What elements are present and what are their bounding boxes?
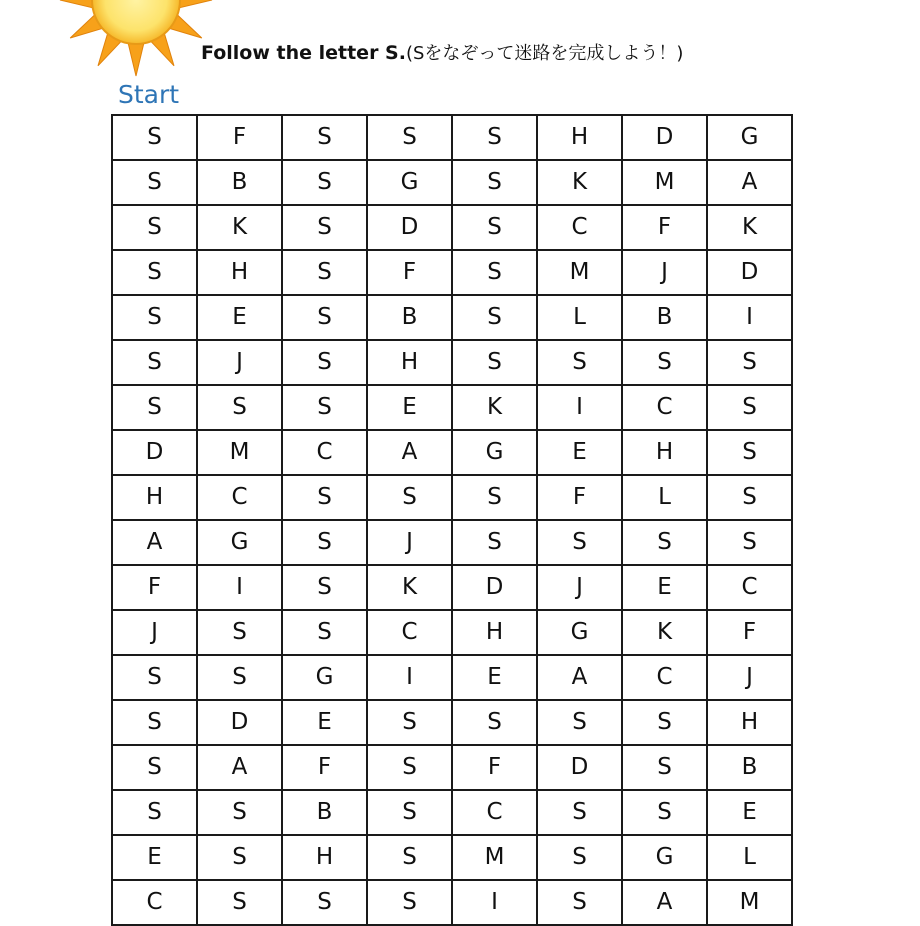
maze-cell[interactable]: G [537,610,622,655]
maze-cell[interactable]: K [367,565,452,610]
maze-cell[interactable]: A [112,520,197,565]
maze-cell[interactable]: D [367,205,452,250]
maze-cell[interactable]: M [707,880,792,925]
maze-cell[interactable]: C [707,565,792,610]
maze-cell[interactable]: S [537,790,622,835]
maze-cell[interactable]: H [707,700,792,745]
maze-cell[interactable]: K [197,205,282,250]
maze-cell[interactable]: S [452,520,537,565]
maze-cell[interactable]: S [112,385,197,430]
maze-cell[interactable]: J [537,565,622,610]
maze-cell[interactable]: S [622,340,707,385]
maze-row [112,160,792,205]
maze-cell[interactable]: K [537,160,622,205]
maze-cell[interactable]: S [112,655,197,700]
maze-cell[interactable]: S [707,475,792,520]
maze-cell[interactable]: C [537,205,622,250]
maze-cell[interactable]: S [112,160,197,205]
maze-cell[interactable]: S [112,700,197,745]
maze-cell[interactable]: E [452,655,537,700]
maze-row [112,520,792,565]
maze-cell[interactable]: D [112,430,197,475]
maze-cell[interactable]: S [452,295,537,340]
maze-cell[interactable]: S [452,340,537,385]
maze-cell[interactable]: S [622,520,707,565]
maze-cell[interactable]: S [367,745,452,790]
maze-cell[interactable]: D [622,115,707,160]
maze-cell[interactable]: B [282,790,367,835]
maze-cell[interactable]: S [452,160,537,205]
maze-cell[interactable]: B [367,295,452,340]
maze-row [112,790,792,835]
sun-illustration [58,0,214,78]
maze-cell[interactable]: S [707,385,792,430]
maze-cell[interactable]: L [707,835,792,880]
instruction-japanese: (Sをなぞって迷路を完成しよう！) [405,43,684,64]
maze-row [112,340,792,385]
maze-row [112,295,792,340]
maze-cell[interactable]: C [367,610,452,655]
maze-cell[interactable]: F [282,745,367,790]
maze-cell[interactable]: A [197,745,282,790]
maze-cell[interactable]: S [197,880,282,925]
maze-row [112,385,792,430]
maze-row [112,115,792,160]
maze-cell[interactable]: B [622,295,707,340]
maze-cell[interactable]: C [622,385,707,430]
maze-cell[interactable]: B [707,745,792,790]
maze-cell[interactable]: E [537,430,622,475]
maze-cell[interactable]: C [452,790,537,835]
maze-cell[interactable]: E [112,835,197,880]
maze-cell[interactable]: S [112,205,197,250]
maze-cell[interactable]: E [707,790,792,835]
maze-cell[interactable]: G [367,160,452,205]
maze-cell[interactable]: M [622,160,707,205]
maze-cell[interactable]: A [537,655,622,700]
maze-cell[interactable]: H [537,115,622,160]
maze-cell[interactable]: H [367,340,452,385]
maze-cell[interactable]: S [282,205,367,250]
maze-cell[interactable]: S [112,250,197,295]
maze-cell[interactable]: C [622,655,707,700]
maze-cell[interactable]: S [112,115,197,160]
maze-row [112,880,792,925]
letter-maze-grid [111,114,793,926]
maze-cell[interactable]: I [537,385,622,430]
maze-cell[interactable]: D [197,700,282,745]
maze-cell[interactable]: S [622,790,707,835]
maze-cell[interactable]: F [622,205,707,250]
maze-cell[interactable]: I [452,880,537,925]
maze-cell[interactable]: S [707,520,792,565]
maze-cell[interactable]: F [452,745,537,790]
maze-cell[interactable]: E [282,700,367,745]
start-label: Start [118,80,180,109]
maze-cell[interactable]: C [197,475,282,520]
maze-cell[interactable]: F [197,115,282,160]
sun-ray [177,0,212,8]
maze-cell[interactable]: H [112,475,197,520]
maze-cell[interactable]: F [367,250,452,295]
maze-cell[interactable]: G [707,115,792,160]
maze-cell[interactable]: S [112,790,197,835]
maze-cell[interactable]: D [707,250,792,295]
maze-cell[interactable]: S [537,340,622,385]
maze-cell[interactable]: S [282,880,367,925]
maze-cell[interactable]: S [537,700,622,745]
maze-cell[interactable]: J [622,250,707,295]
maze-cell[interactable]: M [197,430,282,475]
maze-cell[interactable]: S [197,835,282,880]
maze-cell[interactable]: I [197,565,282,610]
maze-row [112,565,792,610]
maze-row [112,205,792,250]
maze-row [112,835,792,880]
maze-cell[interactable]: S [282,250,367,295]
maze-cell[interactable]: J [707,655,792,700]
maze-cell[interactable]: S [452,700,537,745]
maze-cell[interactable]: D [537,745,622,790]
maze-cell[interactable]: K [707,205,792,250]
maze-cell[interactable]: S [707,340,792,385]
maze-cell[interactable]: K [622,610,707,655]
maze-cell[interactable]: A [367,430,452,475]
maze-cell[interactable]: I [367,655,452,700]
maze-cell[interactable]: M [537,250,622,295]
maze-cell[interactable]: S [282,295,367,340]
maze-cell[interactable]: L [622,475,707,520]
maze-cell[interactable]: D [452,565,537,610]
maze-cell[interactable]: S [537,880,622,925]
maze-cell[interactable]: S [537,835,622,880]
maze-cell[interactable]: F [707,610,792,655]
maze-cell[interactable]: B [197,160,282,205]
maze-cell[interactable]: C [112,880,197,925]
instruction-text [201,40,683,67]
maze-cell[interactable]: S [707,430,792,475]
maze-cell[interactable]: J [197,340,282,385]
maze-cell[interactable]: G [197,520,282,565]
maze-cell[interactable]: S [197,655,282,700]
maze-cell[interactable]: E [622,565,707,610]
maze-cell[interactable]: I [707,295,792,340]
maze-cell[interactable]: S [112,340,197,385]
maze-cell[interactable]: S [367,835,452,880]
maze-row [112,475,792,520]
maze-cell[interactable]: E [367,385,452,430]
maze-cell[interactable]: A [707,160,792,205]
maze-cell[interactable]: S [282,115,367,160]
maze-cell[interactable]: E [197,295,282,340]
maze-cell[interactable]: S [282,610,367,655]
maze-cell[interactable]: S [452,115,537,160]
maze-cell[interactable]: S [282,385,367,430]
sun-ray [60,0,95,8]
maze-cell[interactable]: S [367,115,452,160]
maze-cell[interactable]: S [112,745,197,790]
maze-cell[interactable]: K [452,385,537,430]
maze-cell[interactable]: F [112,565,197,610]
maze-row [112,745,792,790]
maze-cell[interactable]: S [112,295,197,340]
maze-cell[interactable]: S [367,700,452,745]
maze-cell[interactable]: S [197,790,282,835]
maze-cell[interactable]: H [622,430,707,475]
maze-cell[interactable]: S [282,340,367,385]
maze-cell[interactable]: S [282,475,367,520]
maze-cell[interactable]: S [622,745,707,790]
maze-cell[interactable]: S [452,205,537,250]
maze-row [112,430,792,475]
maze-cell[interactable]: G [452,430,537,475]
sun-ray [128,41,145,76]
maze-cell[interactable]: M [452,835,537,880]
instruction-english: Follow the letter S. [201,42,406,64]
maze-cell[interactable]: S [282,565,367,610]
maze-cell[interactable]: H [197,250,282,295]
maze-cell[interactable]: A [622,880,707,925]
maze-row [112,250,792,295]
maze-row [112,610,792,655]
maze-row [112,655,792,700]
maze-cell[interactable]: C [282,430,367,475]
maze-cell[interactable]: S [367,790,452,835]
maze-cell[interactable]: S [367,880,452,925]
maze-cell[interactable]: G [622,835,707,880]
maze-cell[interactable]: F [537,475,622,520]
maze-cell[interactable]: S [282,160,367,205]
maze-cell[interactable]: S [282,520,367,565]
maze-cell[interactable]: L [537,295,622,340]
maze-cell[interactable]: S [452,250,537,295]
maze-cell[interactable]: S [622,700,707,745]
maze-cell[interactable]: S [367,475,452,520]
maze-cell[interactable]: S [197,610,282,655]
maze-cell[interactable]: G [282,655,367,700]
maze-cell[interactable]: H [282,835,367,880]
maze-cell[interactable]: J [367,520,452,565]
maze-cell[interactable]: S [452,475,537,520]
maze-cell[interactable]: S [197,385,282,430]
maze-cell[interactable]: J [112,610,197,655]
maze-cell[interactable]: H [452,610,537,655]
maze-row [112,700,792,745]
maze-cell[interactable]: S [537,520,622,565]
